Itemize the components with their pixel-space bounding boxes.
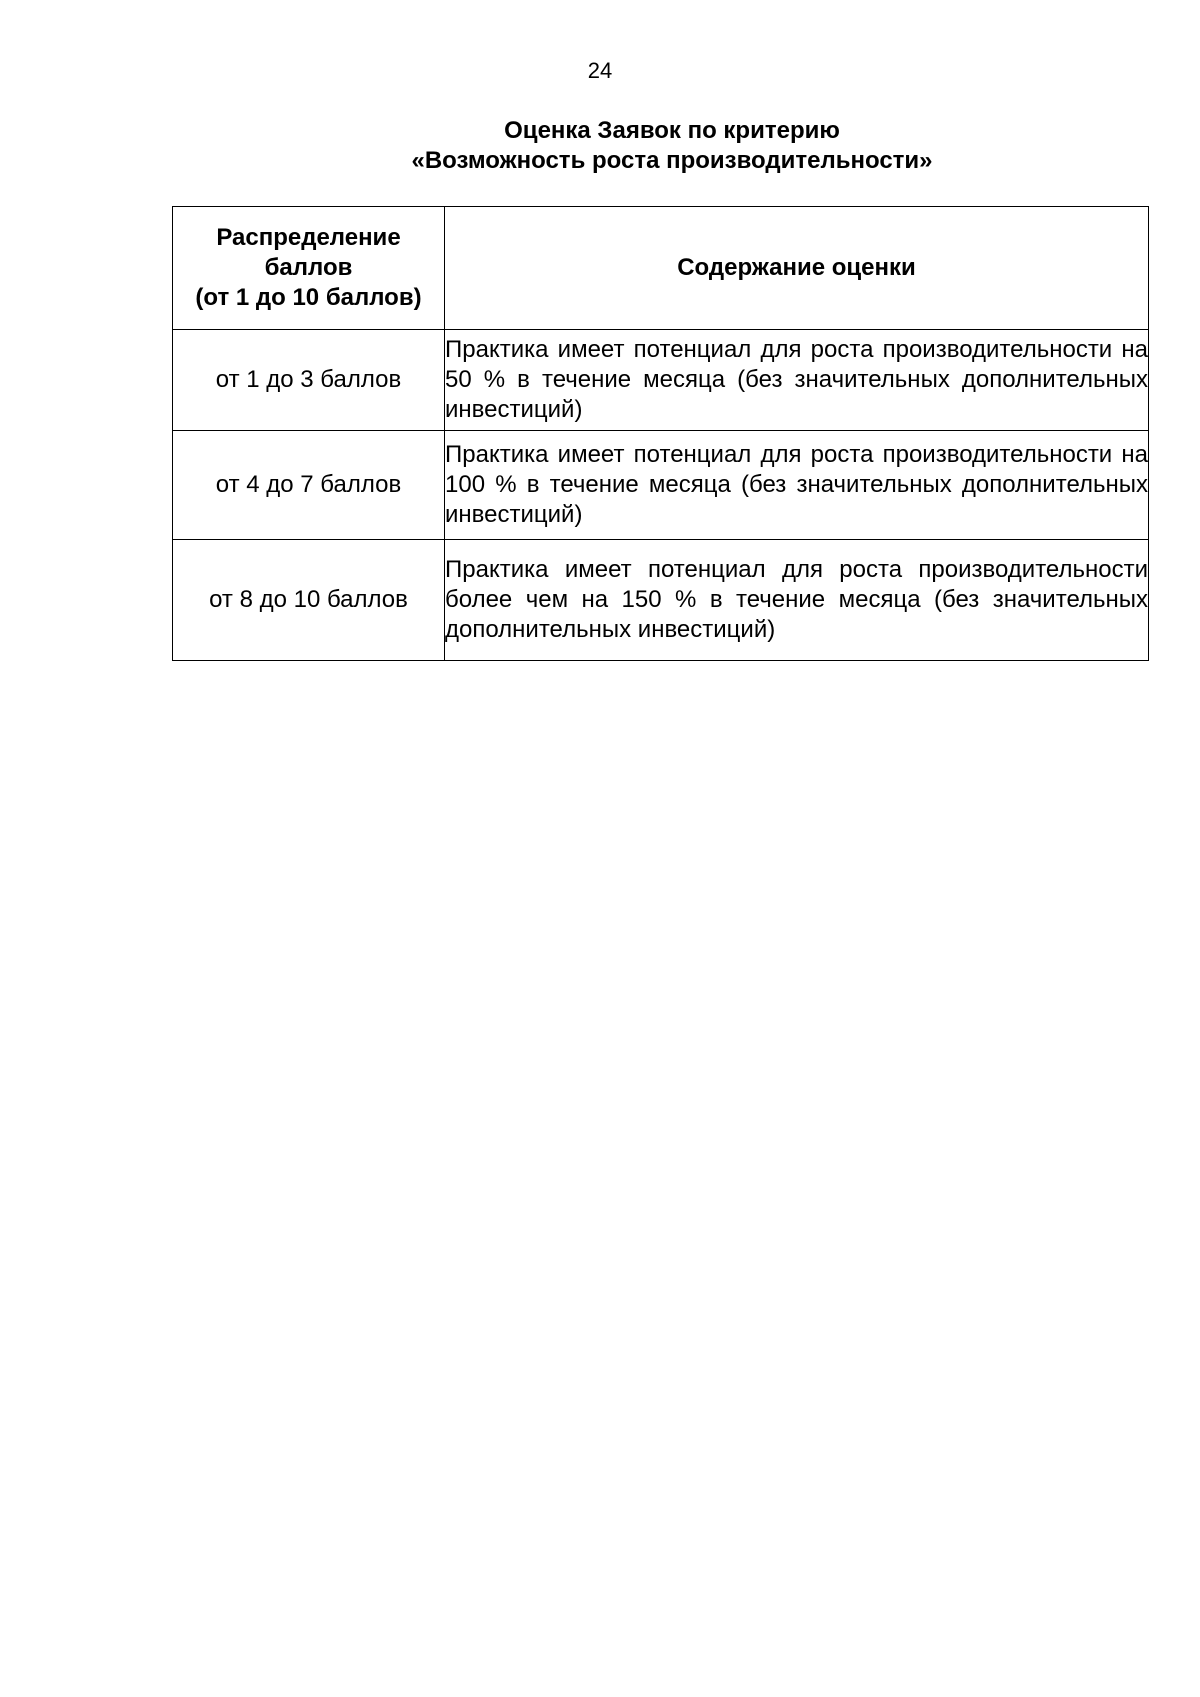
- evaluation-content-cell: Практика имеет потенциал для роста производительности на 50 % в течение месяца (без значительных дополнительных инвестиций): [445, 330, 1149, 431]
- table-header-row: [173, 207, 1149, 330]
- header-score-line-2: баллов: [264, 254, 353, 281]
- table-row: [173, 540, 1149, 661]
- score-range-cell: от 8 до 10 баллов: [173, 540, 445, 661]
- evaluation-content-cell: Практика имеет потенциал для роста производительности на 100 % в течение месяца (без значительных дополнительных инвестиций): [445, 431, 1149, 540]
- header-score-line-1: Распределение: [216, 224, 401, 251]
- table-row: [173, 431, 1149, 540]
- evaluation-content-cell: Практика имеет потенциал для роста производительности более чем на 150 % в течение месяца (без значительных дополнительных инвестиций): [445, 540, 1149, 661]
- title-line-1: Оценка Заявок по критерию: [504, 117, 840, 144]
- header-score-line-3: (от 1 до 10 баллов): [195, 284, 422, 311]
- document-title: [172, 116, 1172, 176]
- header-score-distribution: [173, 207, 445, 330]
- page-number: 24: [587, 58, 613, 83]
- title-line-2: «Возможность роста производительности»: [411, 147, 933, 174]
- score-range-cell: от 1 до 3 баллов: [173, 330, 445, 431]
- table-row: [173, 330, 1149, 431]
- score-range-cell: от 4 до 7 баллов: [173, 431, 445, 540]
- criteria-table: [172, 206, 1149, 661]
- header-evaluation-content: Содержание оценки: [445, 207, 1149, 330]
